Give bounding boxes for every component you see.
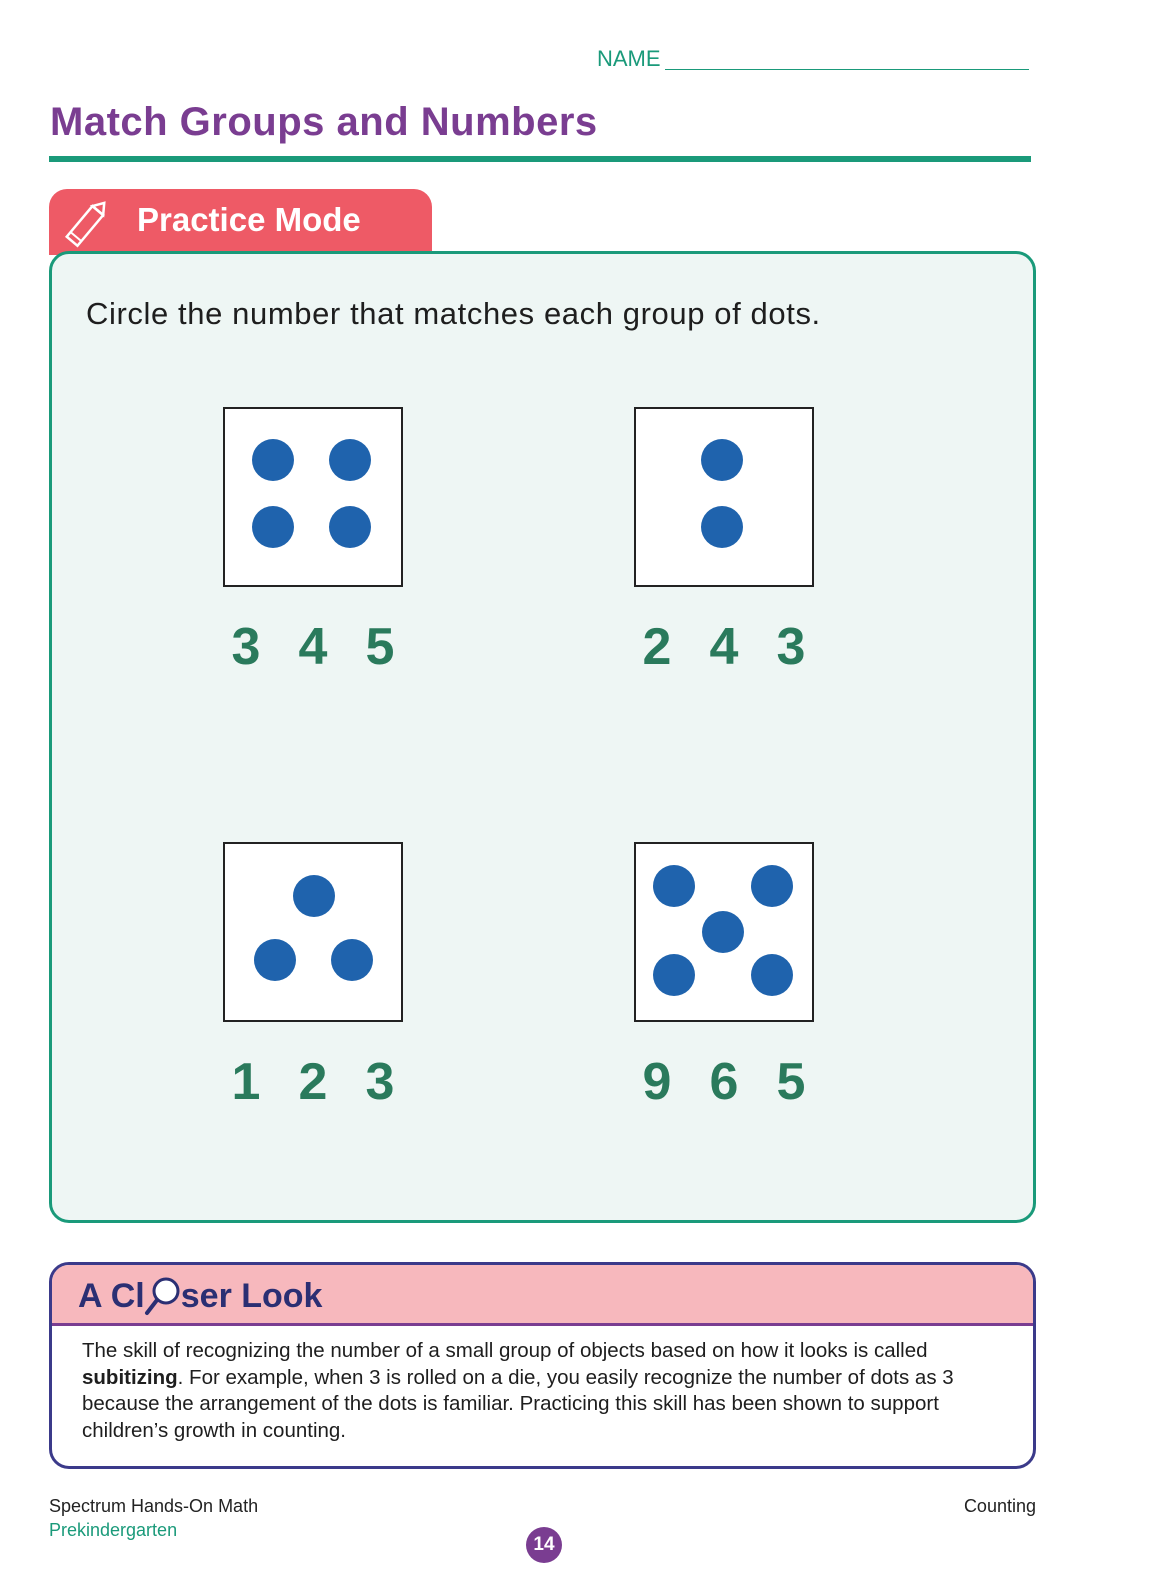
- problem-4: [631, 842, 817, 1112]
- number-choice[interactable]: 3: [776, 618, 806, 676]
- number-choices: [223, 1052, 403, 1112]
- closer-look-text: [52, 1326, 1033, 1444]
- number-choice[interactable]: 6: [709, 1053, 739, 1111]
- pencil-icon: [57, 195, 117, 253]
- dot: [751, 954, 793, 996]
- closer-look-title-start: A Cl: [78, 1276, 145, 1315]
- dot: [653, 865, 695, 907]
- instruction-text: Circle the number that matches each group of dots.: [86, 296, 821, 331]
- dot: [701, 506, 743, 548]
- closer-look-title-end: ser Look: [180, 1276, 323, 1315]
- number-choices: [634, 617, 814, 677]
- title-divider: [49, 156, 1031, 162]
- practice-panel: [49, 251, 1036, 1223]
- name-label: NAME: [597, 46, 661, 71]
- dot: [653, 954, 695, 996]
- dot-card: [223, 842, 403, 1022]
- page-title: Match Groups and Numbers: [50, 100, 598, 144]
- dot-card: [634, 842, 814, 1022]
- closer-look-text-part-2: . For example, when 3 is rolled on a die, you easily recognize the number of dots as 3 because the arrangement of the dots is familiar. Practicing this skill has been shown to support children’s growth in counting.: [82, 1365, 954, 1442]
- number-choice[interactable]: 9: [642, 1053, 672, 1111]
- closer-look-header: [52, 1265, 1033, 1326]
- footer-grade: Prekindergarten: [49, 1520, 178, 1540]
- closer-look-box: [49, 1262, 1036, 1469]
- dot: [751, 865, 793, 907]
- footer-book-title: Spectrum Hands-On Math: [49, 1496, 259, 1516]
- dot: [331, 939, 373, 981]
- number-choice[interactable]: 2: [298, 1053, 328, 1111]
- problem-1: [220, 407, 406, 677]
- dot: [252, 506, 294, 548]
- dot: [293, 875, 335, 917]
- dot: [254, 939, 296, 981]
- dot: [702, 911, 744, 953]
- problem-3: [220, 842, 406, 1112]
- name-line[interactable]: [665, 69, 1029, 70]
- number-choice[interactable]: 5: [365, 618, 395, 676]
- dot-card: [223, 407, 403, 587]
- magnifier-icon: [143, 1275, 183, 1317]
- number-choice[interactable]: 3: [231, 618, 261, 676]
- problem-2: [631, 407, 817, 677]
- number-choice[interactable]: 4: [298, 618, 328, 676]
- number-choice[interactable]: 1: [231, 1053, 261, 1111]
- footer-section: Counting: [963, 1496, 1036, 1516]
- practice-mode-label: Practice Mode: [137, 201, 361, 238]
- page-number-badge: 14: [526, 1527, 562, 1563]
- dot: [329, 439, 371, 481]
- number-choices: [634, 1052, 814, 1112]
- dot: [252, 439, 294, 481]
- number-choice[interactable]: 5: [776, 1053, 806, 1111]
- dot: [701, 439, 743, 481]
- closer-look-title: [78, 1275, 322, 1317]
- closer-look-term: subitizing: [82, 1365, 178, 1389]
- practice-mode-tab: [49, 189, 432, 255]
- name-field[interactable]: [597, 46, 1029, 72]
- closer-look-text-part-1: The skill of recognizing the number of a small group of objects based on how it looks is called: [82, 1339, 928, 1362]
- number-choices: [223, 617, 403, 677]
- dot-card: [634, 407, 814, 587]
- number-choice[interactable]: 4: [709, 618, 739, 676]
- dot: [329, 506, 371, 548]
- number-choice[interactable]: 2: [642, 618, 672, 676]
- number-choice[interactable]: 3: [365, 1053, 395, 1111]
